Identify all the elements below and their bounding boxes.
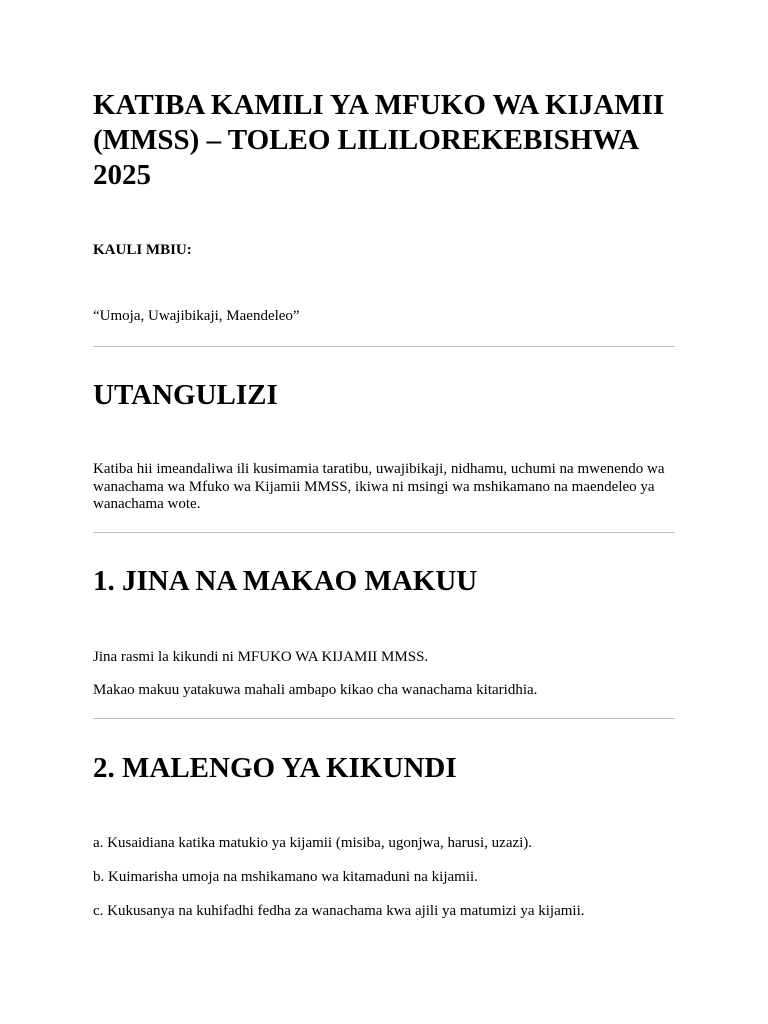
document-title: KATIBA KAMILI YA MFUKO WA KIJAMII (MMSS) – TOLEO LILILOREKEBISHWA 2025 [93,89,665,191]
section-divider [93,718,675,719]
headquarters-paragraph: Makao makuu yatakuwa mahali ambapo kikao cha wanachama kitaridhia. [93,682,538,698]
name-section-heading: 1. JINA NA MAKAO MAKUU [93,565,478,597]
intro-heading: UTANGULIZI [93,379,278,411]
section-divider [93,346,675,347]
goal-item-c: c. Kukusanya na kuhifadhi fedha za wanachama kwa ajili ya matumizi ya kijamii. [93,903,585,919]
intro-paragraph: Katiba hii imeandaliwa ili kusimamia taratibu, uwajibikaji, nidhamu, uchumi na mwenendo wa wanachama wa Mfuko wa Kijamii MMSS, ikiwa ni msingi wa mshikamano na maendeleo ya wanachama wote. [93,461,665,512]
name-paragraph: Jina rasmi la kikundi ni MFUKO WA KIJAMII MMSS. [93,649,429,665]
goal-item-b: b. Kuimarisha umoja na mshikamano wa kitamaduni na kijamii. [93,869,478,885]
motto-label: KAULI MBIU: [93,242,192,258]
motto-text: “Umoja, Uwajibikaji, Maendeleo” [93,308,300,324]
goal-item-a: a. Kusaidiana katika matukio ya kijamii (misiba, ugonjwa, harusi, uzazi). [93,835,533,851]
goals-section-heading: 2. MALENGO YA KIKUNDI [93,752,457,784]
section-divider [93,532,675,533]
